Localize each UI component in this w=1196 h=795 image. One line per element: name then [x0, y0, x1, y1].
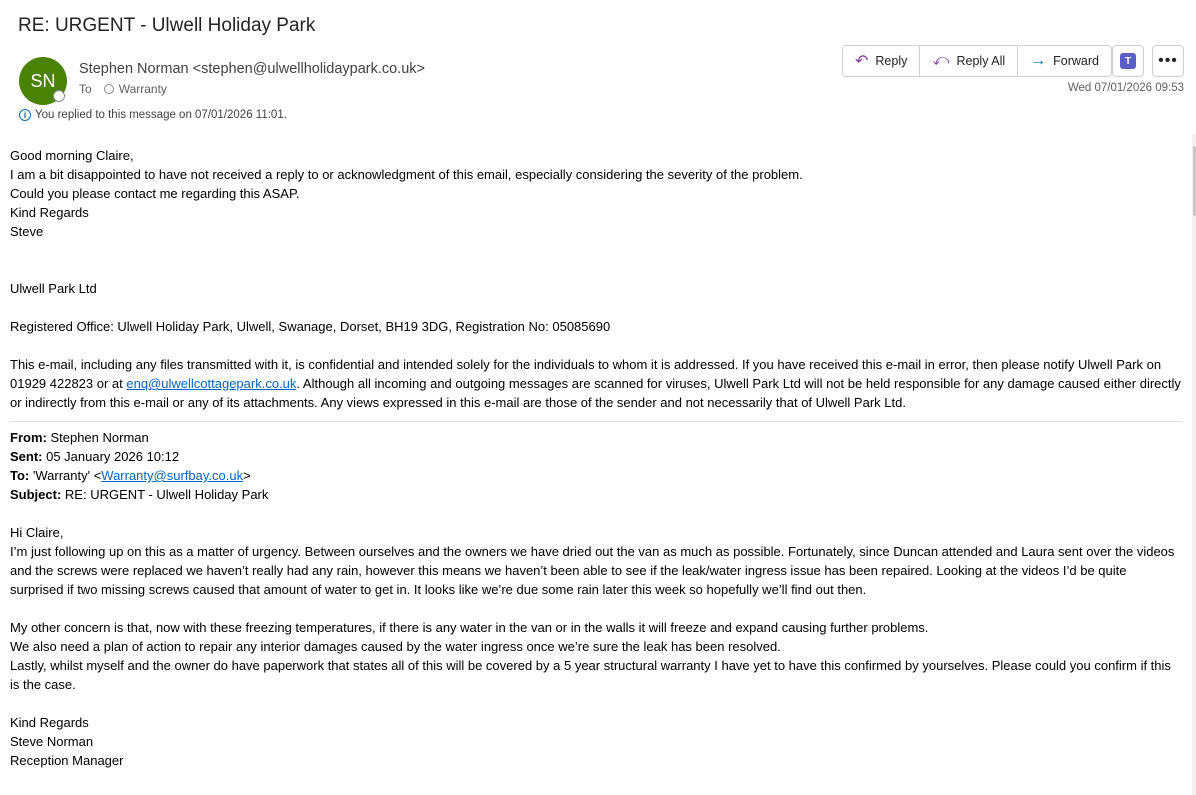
quoted-from	[10, 428, 1182, 447]
sender-name[interactable]: Stephen Norman <stephen@ulwellholidaypark.co.uk>	[79, 61, 426, 77]
registered-office: Registered Office: Ulwell Holiday Park, Ulwell, Swanage, Dorset, BH19 3DG, Registration No: 05085690	[10, 319, 611, 334]
quoted-subject-label: Subject:	[10, 487, 62, 502]
quoted-sent-label: Sent:	[10, 449, 43, 464]
presence-status-icon	[53, 90, 65, 102]
company-name: Ulwell Park Ltd	[10, 281, 97, 296]
email-subject: RE: URGENT - Ulwell Holiday Park	[18, 15, 316, 36]
reply-all-button[interactable]	[920, 46, 1018, 76]
quoted-to-email-link[interactable]: Warranty@surfbay.co.uk	[101, 468, 244, 483]
reply-button[interactable]	[843, 46, 920, 76]
body-signoff: Kind Regards	[10, 205, 89, 220]
reply-all-icon: ⤺	[932, 52, 950, 69]
info-icon: i	[19, 109, 31, 121]
sender-avatar[interactable]: SN	[19, 57, 67, 105]
quoted-subject	[10, 485, 1182, 504]
body-line: Could you please contact me regarding this ASAP.	[10, 186, 300, 201]
replied-notice	[19, 109, 287, 121]
quote-divider	[10, 421, 1182, 422]
recipient-presence-icon	[104, 84, 114, 94]
more-icon: •••	[1158, 52, 1178, 69]
to-label: To	[79, 82, 92, 96]
quoted-title: Reception Manager	[10, 753, 124, 768]
quoted-paragraph: Lastly, whilst myself and the owner do have paperwork that states all of this will be covered by a 5 year structural warranty I have yet to have this confirmed by yourselves. Please could you confirm if this is the case.	[10, 658, 1171, 692]
more-actions-button[interactable]	[1152, 45, 1184, 77]
message-body	[10, 146, 1182, 770]
forward-icon: →	[1030, 52, 1047, 69]
quoted-paragraph: We also need a plan of action to repair any interior damages caused by the water ingress once we’re sure the leak has been resolved.	[10, 639, 781, 654]
quoted-from-value: Stephen Norman	[46, 430, 149, 445]
quoted-paragraph: I’m just following up on this as a matter of urgency. Between ourselves and the owners we have dried out the van as much as possible. Fortunately, since Duncan attended and Laura sent over the videos and the screws were replaced we haven’t really had any rain, however this means we haven’t been able to see if the leak/water ingress issue has been repaired. Looking at the videos I’d be quite surprised if two missing screws caused that amount of water to get in. It looks like we’re due some rain later this week so hopefully we’ll find out then.	[10, 544, 1175, 597]
quoted-to	[10, 466, 1182, 485]
disclaimer-text: . Although all incoming and outgoing messages are scanned for viruses, Ulwell Park Ltd will not be held responsible for any damage caused either directly or indirectly from this e-mail or any of its attachments. Any views expressed in this e-mail are those of the sender and not necessarily that of Ulwell Park Ltd.	[10, 376, 1181, 410]
quoted-subject-value: RE: URGENT - Ulwell Holiday Park	[61, 487, 269, 502]
disclaimer-email-link[interactable]: enq@ulwellcottagepark.co.uk	[126, 376, 297, 391]
quoted-sent-value: 05 January 2026 10:12	[42, 449, 180, 464]
reply-label: Reply	[875, 54, 908, 68]
quoted-signoff: Kind Regards	[10, 715, 89, 730]
quoted-name: Steve Norman	[10, 734, 94, 749]
quoted-greeting: Hi Claire,	[10, 525, 64, 540]
quoted-paragraph: My other concern is that, now with these freezing temperatures, if there is any water in the van or in the walls it will freeze and expand causing further problems.	[10, 620, 929, 635]
quoted-to-label: To:	[10, 468, 30, 483]
vertical-scrollbar[interactable]	[1192, 134, 1196, 795]
message-actions	[842, 45, 1112, 77]
teams-icon: T	[1120, 53, 1136, 69]
received-date: Wed 07/01/2026 09:53	[1067, 82, 1184, 94]
disclaimer-text: This e-mail, including any files transmitted with it, is confidential and intended solely for the individuals to whom it is addressed. If you have received this e-mail in error, then please notify Ulwell Park on 01929 422823 or at	[10, 357, 1162, 391]
body-line: I am a bit disappointed to have not received a reply to or acknowledgment of this email, especially considering the severity of the problem.	[10, 167, 803, 182]
body-greeting: Good morning Claire,	[10, 148, 134, 163]
teams-chat-button[interactable]	[1112, 45, 1144, 77]
reply-all-label: Reply All	[956, 54, 1006, 68]
body-name: Steve	[10, 224, 44, 239]
quoted-to-value: 'Warranty' <	[29, 468, 102, 483]
disclaimer	[10, 355, 1182, 412]
replied-notice-text: You replied to this message on 07/01/2026 11:01.	[35, 109, 287, 121]
forward-button[interactable]	[1018, 46, 1111, 76]
quoted-to-value-end: >	[243, 468, 251, 483]
quoted-sent	[10, 447, 1182, 466]
quoted-from-label: From:	[10, 430, 47, 445]
forward-label: Forward	[1053, 54, 1099, 68]
recipient-name[interactable]: Warranty	[118, 82, 167, 96]
recipient-line	[79, 82, 167, 96]
reply-icon: ↶	[855, 53, 869, 70]
